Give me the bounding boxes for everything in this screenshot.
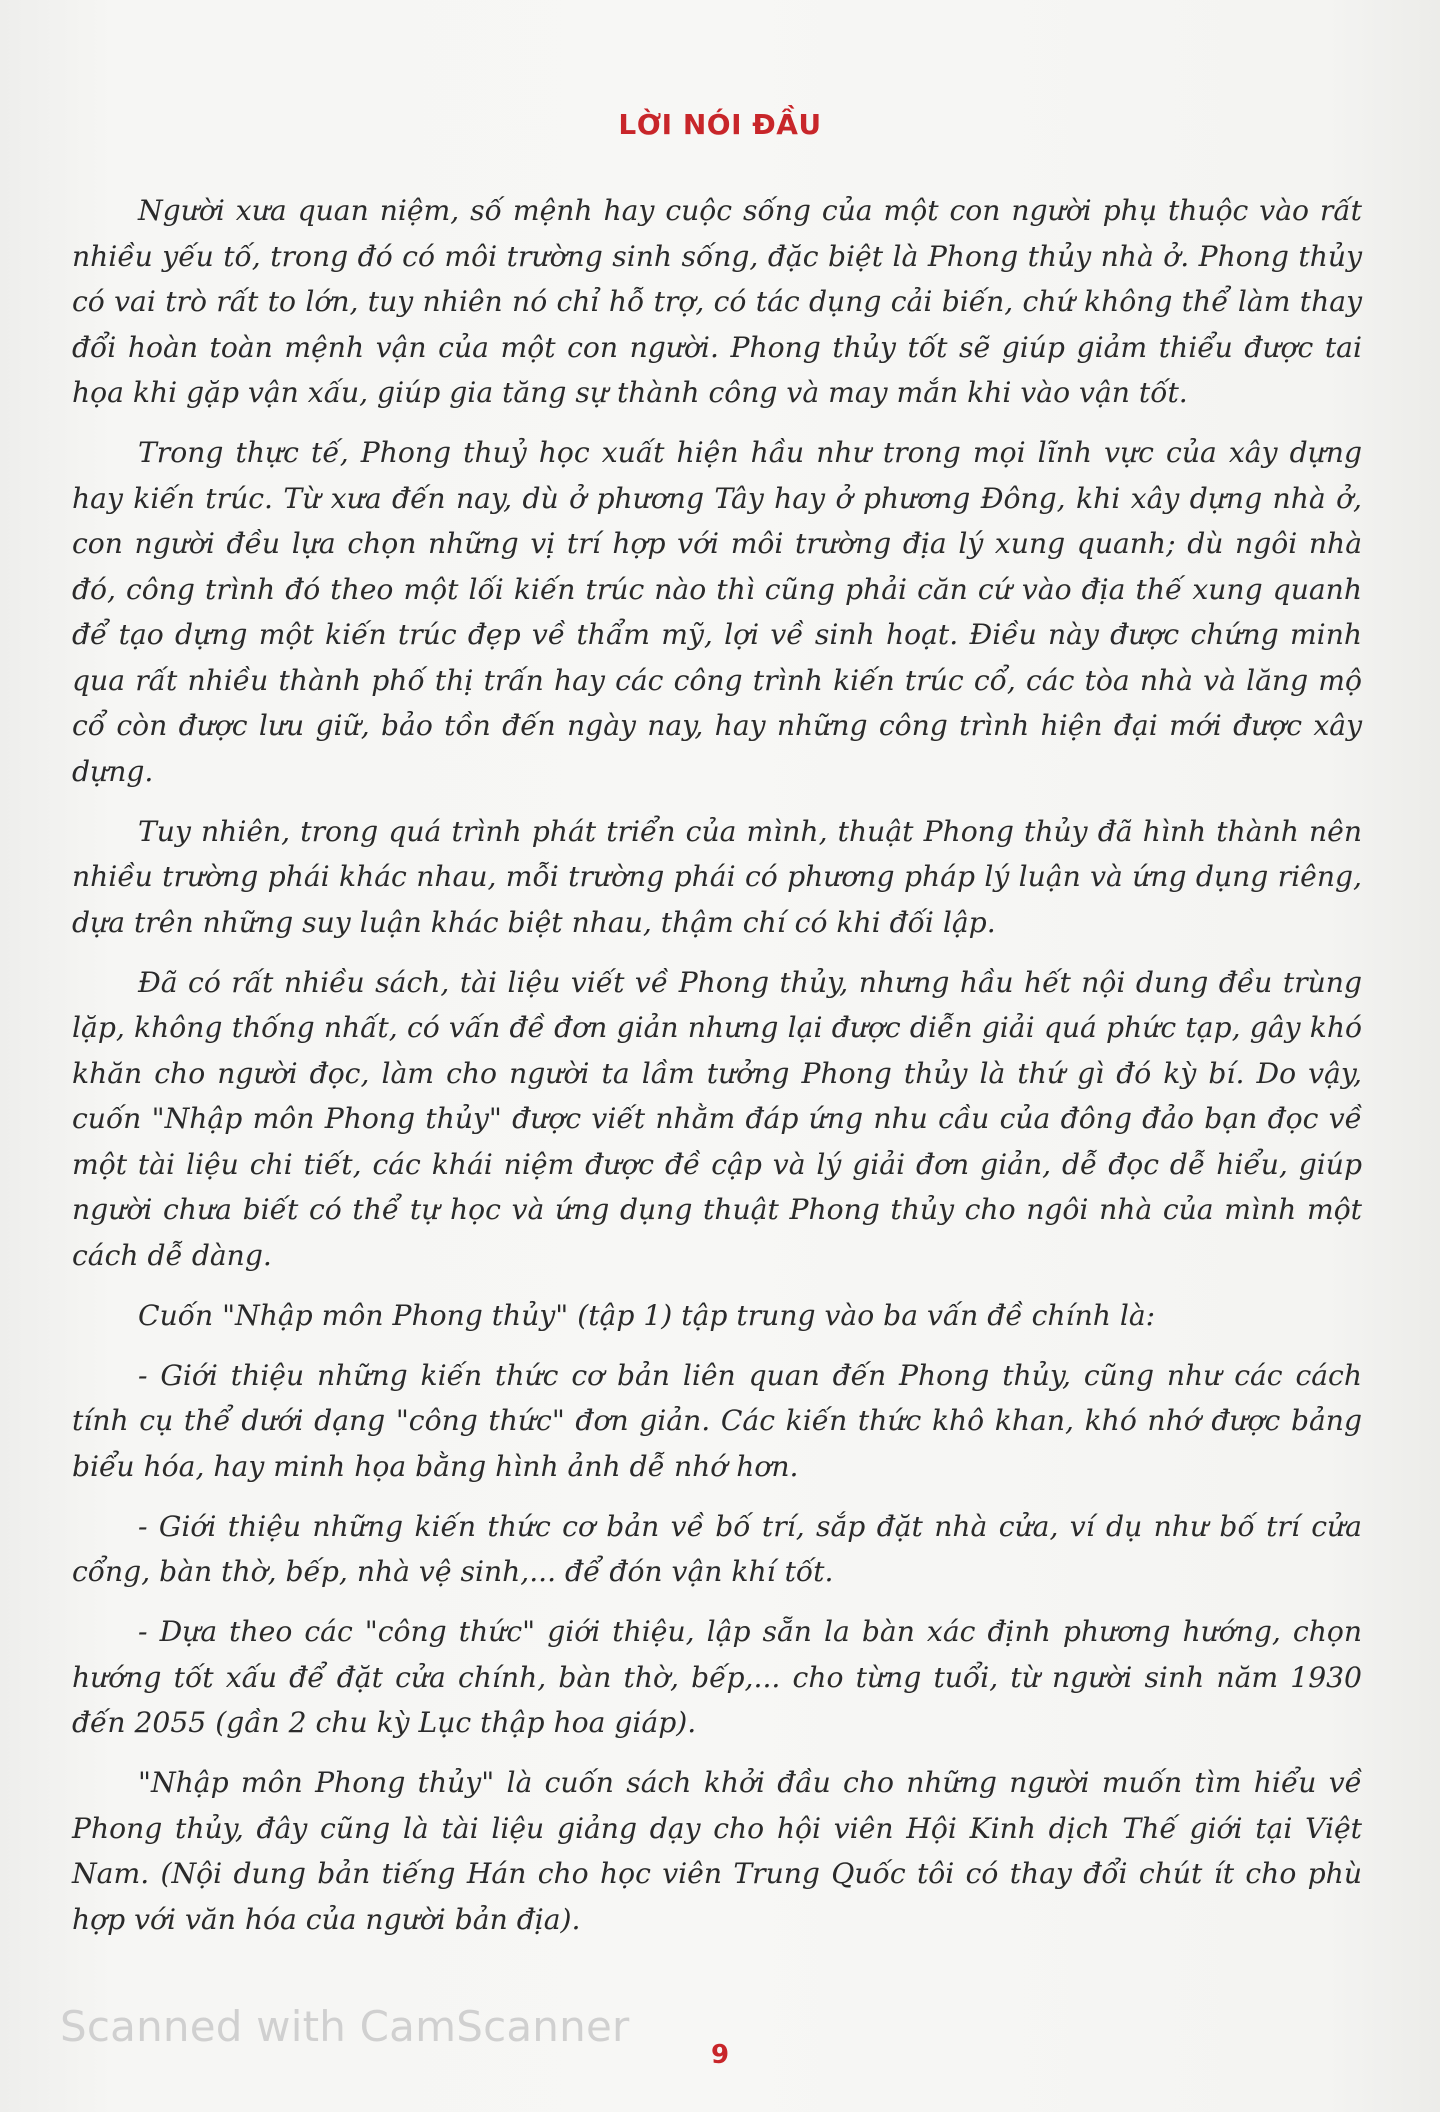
paragraph-7: - Giới thiệu những kiến thức cơ bản về bố trí, sắp đặt nhà cửa, ví dụ như bố trí cửa cổng, bàn thờ, bếp, nhà vệ sinh,... để đón vận khí tốt. (72, 1509, 1362, 1588)
page-number: 9 (710, 2040, 730, 2070)
page-title: LỜI NÓI ĐẦU (618, 108, 822, 141)
paragraph-2: Trong thực tế, Phong thuỷ học xuất hiện hầu như trong mọi lĩnh vực của xây dựng hay kiến trúc. Từ xưa đến nay, dù ở phương Tây hay ở phương Đông, khi xây dựng nhà ở, con người đều lựa chọn những vị trí hợp với môi trường địa lý xung quanh; dù ngôi nhà đó, công trình đó theo một lối kiến trúc nào thì cũng phải căn cứ vào địa thế xung quanh để tạo dựng một kiến trúc đẹp về thẩm mỹ, lợi về sinh hoạt. Điều này được chứng minh qua rất nhiều thành phố thị trấn hay các công trình kiến trúc cổ, các tòa nhà và lăng mộ cổ còn được lưu giữ, bảo tồn đến ngày nay, hay những công trình hiện đại mới được xây dựng. (72, 436, 1362, 788)
paragraph-5: Cuốn "Nhập môn Phong thủy" (tập 1) tập trung vào ba vấn đề chính là: (138, 1298, 1156, 1332)
paragraph-1: Người xưa quan niệm, số mệnh hay cuộc sống của một con người phụ thuộc vào rất nhiều yếu tố, trong đó có môi trường sinh sống, đặc biệt là Phong thủy nhà ở. Phong thủy có vai trò rất to lớn, tuy nhiên nó chỉ hỗ trợ, có tác dụng cải biến, chứ không thể làm thay đổi hoàn toàn mệnh vận của một con người. Phong thủy tốt sẽ giúp giảm thiểu được tai họa khi gặp vận xấu, giúp gia tăng sự thành công và may mắn khi vào vận tốt. (72, 194, 1362, 409)
paragraph-9: "Nhập môn Phong thủy" là cuốn sách khởi đầu cho những người muốn tìm hiểu về Phong thủy, đây cũng là tài liệu giảng dạy cho hội viên Hội Kinh dịch Thế giới tại Việt Nam. (Nội dung bản tiếng Hán cho học viên Trung Quốc tôi có thay đổi chút ít cho phù hợp với văn hóa của người bản địa). (72, 1766, 1362, 1936)
paragraph-4: Đã có rất nhiều sách, tài liệu viết về Phong thủy, nhưng hầu hết nội dung đều trùng lặp, không thống nhất, có vấn đề đơn giản nhưng lại được diễn giải quá phức tạp, gây khó khăn cho người đọc, làm cho người ta lầm tưởng Phong thủy là thứ gì đó kỳ bí. Do vậy, cuốn "Nhập môn Phong thủy" được viết nhằm đáp ứng nhu cầu của đông đảo bạn đọc về một tài liệu chi tiết, các khái niệm được đề cập và lý giải đơn giản, dễ đọc dễ hiểu, giúp người chưa biết có thể tự học và ứng dụng thuật Phong thủy cho ngôi nhà của mình một cách dễ dàng. (72, 965, 1362, 1272)
paragraph-6: - Giới thiệu những kiến thức cơ bản liên quan đến Phong thủy, cũng như các cách tính cụ thể dưới dạng "công thức" đơn giản. Các kiến thức khô khan, khó nhớ được bảng biểu hóa, hay minh họa bằng hình ảnh dễ nhớ hơn. (72, 1358, 1362, 1483)
paragraph-3: Tuy nhiên, trong quá trình phát triển của mình, thuật Phong thủy đã hình thành nên nhiều trường phái khác nhau, mỗi trường phái có phương pháp lý luận và ứng dụng riêng, dựa trên những suy luận khác biệt nhau, thậm chí có khi đối lập. (72, 814, 1362, 939)
body-text (72, 188, 1362, 1957)
scanner-watermark: Scanned with CamScanner (60, 2002, 630, 2051)
paragraph-8: - Dựa theo các "công thức" giới thiệu, lập sẵn la bàn xác định phương hướng, chọn hướng tốt xấu để đặt cửa chính, bàn thờ, bếp,... cho từng tuổi, từ người sinh năm 1930 đến 2055 (gần 2 chu kỳ Lục thập hoa giáp). (72, 1615, 1362, 1739)
